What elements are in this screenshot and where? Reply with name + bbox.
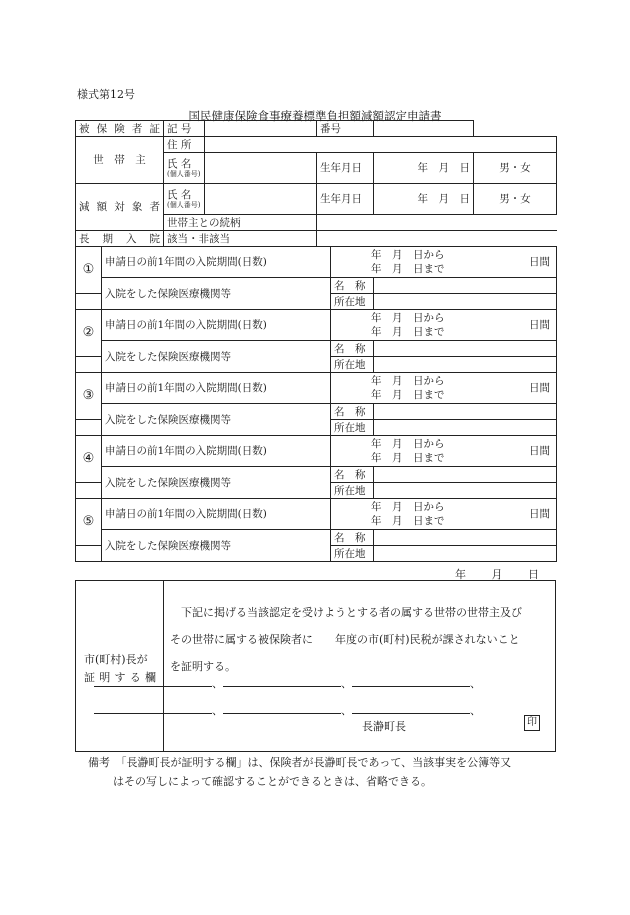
entry-period-field[interactable]: 年 月 日から 年 月 日まで 日間 <box>331 310 557 341</box>
certification-box <box>75 580 556 752</box>
entry-name-field[interactable] <box>374 278 557 294</box>
entry-name-field[interactable] <box>374 341 557 357</box>
entry-location-label: 所在地 <box>331 420 374 436</box>
entry-location-label: 所在地 <box>331 357 374 373</box>
entry-institution-label: 入院をした保険医療機関等 <box>102 530 331 562</box>
number-field[interactable] <box>374 121 474 137</box>
entry-period-label: 申請日の前1年間の入院期間(日数) <box>102 499 331 530</box>
entry-name-label: 名 称 <box>331 467 374 483</box>
entry-location-label: 所在地 <box>331 294 374 310</box>
long-stay-label: 長 期 入 院 <box>76 231 164 247</box>
relationship-label: 世帯主との続柄 <box>164 215 317 231</box>
signature-line[interactable] <box>223 674 341 687</box>
entry-institution-label: 入院をした保険医療機関等 <box>102 341 331 373</box>
entry-period-field[interactable]: 年 月 日から 年 月 日まで 日間 <box>331 499 557 530</box>
entry-period-field[interactable]: 年 月 日から 年 月 日まで 日間 <box>331 436 557 467</box>
signature-line[interactable] <box>352 674 470 687</box>
entry-institution-label: 入院をした保険医療機関等 <box>102 467 331 499</box>
application-date[interactable]: 年 月 日 <box>455 568 539 581</box>
mayor-title: 長瀞町長 <box>362 720 406 733</box>
entry-institution-label: 入院をした保険医療機関等 <box>102 278 331 310</box>
symbol-field[interactable] <box>205 121 317 137</box>
remarks-line-1: 備考 「長瀞町長が証明する欄」は、保険者が長瀞町長であって、当該事実を公簿等又 <box>88 756 512 769</box>
head-name-field[interactable] <box>205 153 317 184</box>
form-title: 国民健康保険食事療養標準負担額減額認定申請書 <box>188 109 442 123</box>
target-name-label: 氏 名 (個人番号) <box>164 184 205 215</box>
entry-period-label: 申請日の前1年間の入院期間(日数) <box>102 373 331 404</box>
seal-mark: 印 <box>524 715 540 731</box>
entry-location-field[interactable] <box>374 420 557 436</box>
signature-line[interactable] <box>94 674 212 687</box>
form-number: 様式第12号 <box>77 88 135 101</box>
certification-label: 市(町村)長が 証明する欄 <box>76 581 164 751</box>
reduction-target-label: 減額対象者 <box>76 184 164 231</box>
entry-name-field[interactable] <box>374 467 557 483</box>
signature-line[interactable] <box>223 701 341 714</box>
application-table <box>75 120 557 562</box>
symbol-label: 記 号 <box>164 121 205 137</box>
head-birth-field[interactable]: 年 月 日 <box>374 153 474 184</box>
signature-line[interactable] <box>94 701 212 714</box>
entry-location-field[interactable] <box>374 294 557 310</box>
address-label: 住 所 <box>164 137 205 153</box>
certification-text: 下記に掲げる当該認定を受けようとする者の属する世帯の世帯主及び その世帯に属する被保険者に 年度の市(町村)民税が課されないこと を証明する。 <box>170 606 522 673</box>
target-name-field[interactable] <box>205 184 317 215</box>
head-sex-field[interactable]: 男・女 <box>474 153 557 184</box>
long-stay-value[interactable]: 該当・非該当 <box>164 231 317 247</box>
head-name-label: 氏 名 (個人番号) <box>164 153 205 184</box>
target-birth-field[interactable]: 年 月 日 <box>374 184 474 215</box>
entry-location-label: 所在地 <box>331 546 374 562</box>
target-sex-field[interactable]: 男・女 <box>474 184 557 215</box>
entry-number: ② <box>76 310 102 357</box>
signature-line[interactable] <box>352 701 470 714</box>
entry-location-field[interactable] <box>374 357 557 373</box>
entry-institution-label: 入院をした保険医療機関等 <box>102 404 331 436</box>
signature-row-1: 、 、 、 <box>94 674 481 691</box>
entry-period-label: 申請日の前1年間の入院期間(日数) <box>102 247 331 278</box>
number-label: 番号 <box>317 121 374 137</box>
entry-number: ① <box>76 247 102 294</box>
entry-location-field[interactable] <box>374 483 557 499</box>
signature-row-2: 、 、 、 <box>94 701 481 718</box>
remarks-line-2: はその写しによって確認することができるときは、省略できる。 <box>113 775 432 788</box>
entry-number: ⑤ <box>76 499 102 546</box>
entry-location-field[interactable] <box>374 546 557 562</box>
insurance-card-label: 被保険者証 <box>76 121 164 137</box>
entry-period-label: 申請日の前1年間の入院期間(日数) <box>102 310 331 341</box>
address-field[interactable] <box>205 137 557 153</box>
entry-name-label: 名 称 <box>331 530 374 546</box>
target-birth-label: 生年月日 <box>317 184 374 215</box>
entry-number: ④ <box>76 436 102 483</box>
entry-period-field[interactable]: 年 月 日から 年 月 日まで 日間 <box>331 373 557 404</box>
entry-period-field[interactable]: 年 月 日から 年 月 日まで 日間 <box>331 247 557 278</box>
entry-number: ③ <box>76 373 102 420</box>
entry-name-label: 名 称 <box>331 341 374 357</box>
head-birth-label: 生年月日 <box>317 153 374 184</box>
entry-name-label: 名 称 <box>331 278 374 294</box>
entry-name-field[interactable] <box>374 404 557 420</box>
entry-name-field[interactable] <box>374 530 557 546</box>
entry-location-label: 所在地 <box>331 483 374 499</box>
entry-period-label: 申請日の前1年間の入院期間(日数) <box>102 436 331 467</box>
household-head-label: 世 帯 主 <box>76 137 164 184</box>
entry-name-label: 名 称 <box>331 404 374 420</box>
